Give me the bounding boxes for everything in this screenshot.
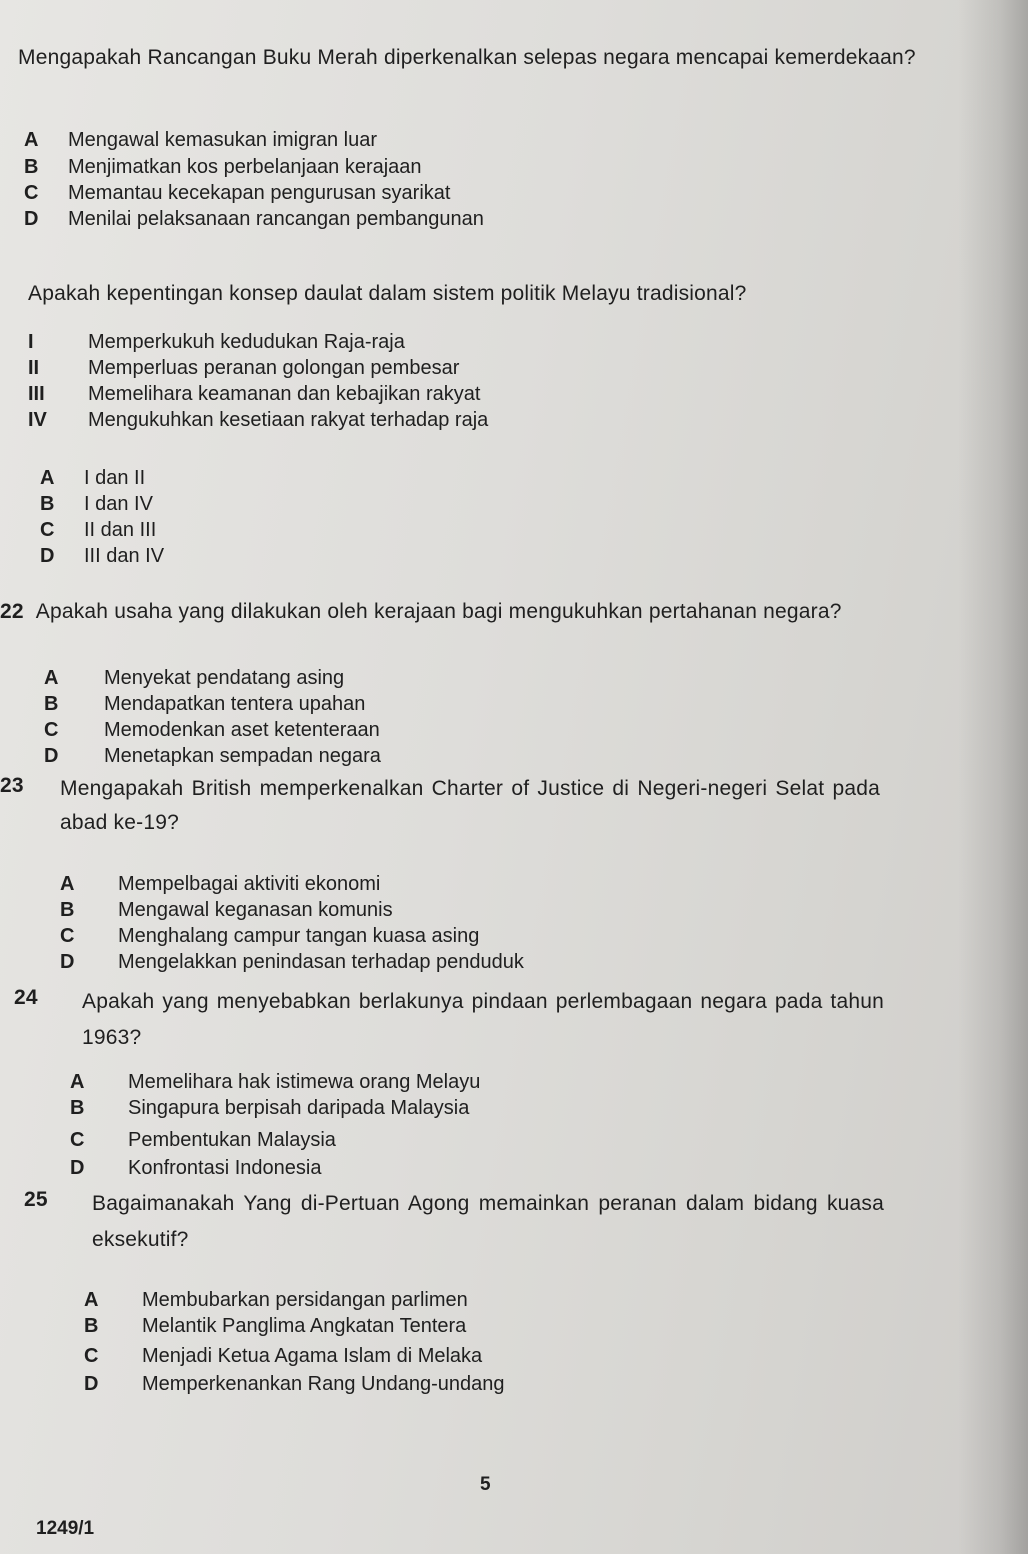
- q21-option-a[interactable]: A I dan II: [40, 467, 146, 489]
- q25-option-d[interactable]: D Memperkenankan Rang Undang-undang: [84, 1373, 505, 1395]
- q22-option-b[interactable]: B Mendapatkan tentera upahan: [44, 693, 366, 715]
- question-24-text: 24 Apakah yang menyebabkan berlakunya pindaan perlembagaan negara pada tahun 1963?: [14, 984, 884, 1056]
- q23-option-c[interactable]: C Menghalang campur tangan kuasa asing: [60, 925, 480, 947]
- q21-statement-iii: III Memelihara keamanan dan kebajikan rakyat: [28, 383, 481, 405]
- question-22-number: 22: [0, 600, 24, 623]
- paper-code: 1249/1: [36, 1518, 95, 1539]
- q25-option-a[interactable]: A Membubarkan persidangan parlimen: [84, 1289, 468, 1311]
- q22-option-a[interactable]: A Menyekat pendatang asing: [44, 667, 345, 689]
- q21-option-b[interactable]: B I dan IV: [40, 493, 153, 515]
- q24-option-b[interactable]: B Singapura berpisah daripada Malaysia: [70, 1097, 470, 1119]
- question-20-text: Mengapakah Rancangan Buku Merah diperkenalkan selepas negara mencapai kemerdekaan?: [18, 46, 916, 69]
- question-23-number: 23: [0, 774, 24, 797]
- q22-option-d[interactable]: D Menetapkan sempadan negara: [44, 745, 381, 767]
- question-25-text: 25 Bagaimanakah Yang di-Pertuan Agong memainkan peranan dalam bidang kuasa eksekutif?: [24, 1186, 884, 1258]
- q24-option-d[interactable]: D Konfrontasi Indonesia: [70, 1157, 322, 1179]
- q25-option-c[interactable]: C Menjadi Ketua Agama Islam di Melaka: [84, 1345, 483, 1367]
- q20-option-b[interactable]: B Menjimatkan kos perbelanjaan kerajaan: [24, 156, 422, 178]
- q20-option-c[interactable]: C Memantau kecekapan pengurusan syarikat: [24, 182, 451, 204]
- q21-option-d[interactable]: D III dan IV: [40, 545, 165, 567]
- question-21-text: Apakah kepentingan konsep daulat dalam sistem politik Melayu tradisional?: [28, 282, 747, 305]
- q25-option-b[interactable]: B Melantik Panglima Angkatan Tentera: [84, 1315, 467, 1337]
- q24-option-c[interactable]: C Pembentukan Malaysia: [70, 1129, 336, 1151]
- q20-option-d[interactable]: D Menilai pelaksanaan rancangan pembangunan: [24, 208, 484, 230]
- question-22-text: 22 Apakah usaha yang dilakukan oleh kerajaan bagi mengukuhkan pertahanan negara?: [0, 600, 842, 623]
- question-24-number: 24: [14, 986, 38, 1009]
- q23-option-a[interactable]: A Mempelbagai aktiviti ekonomi: [60, 873, 381, 895]
- page-edge-shadow: [958, 0, 1028, 1554]
- q21-option-c[interactable]: C II dan III: [40, 519, 157, 541]
- q23-option-d[interactable]: D Mengelakkan penindasan terhadap penduduk: [60, 951, 524, 973]
- q21-statement-ii: II Memperluas peranan golongan pembesar: [28, 357, 460, 379]
- page-number: 5: [480, 1474, 491, 1495]
- q24-option-a[interactable]: A Memelihara hak istimewa orang Melayu: [70, 1071, 481, 1093]
- question-25-number: 25: [24, 1188, 48, 1211]
- q23-option-b[interactable]: B Mengawal keganasan komunis: [60, 899, 393, 921]
- q21-statement-i: I Memperkukuh kedudukan Raja-raja: [28, 331, 405, 353]
- question-23-text: 23 Mengapakah British memperkenalkan Charter of Justice di Negeri-negeri Selat pada abad ke-19?: [0, 772, 880, 840]
- q20-option-a[interactable]: A Mengawal kemasukan imigran luar: [24, 129, 378, 151]
- q22-option-c[interactable]: C Memodenkan aset ketenteraan: [44, 719, 380, 741]
- q21-statement-iv: IV Mengukuhkan kesetiaan rakyat terhadap raja: [28, 409, 489, 431]
